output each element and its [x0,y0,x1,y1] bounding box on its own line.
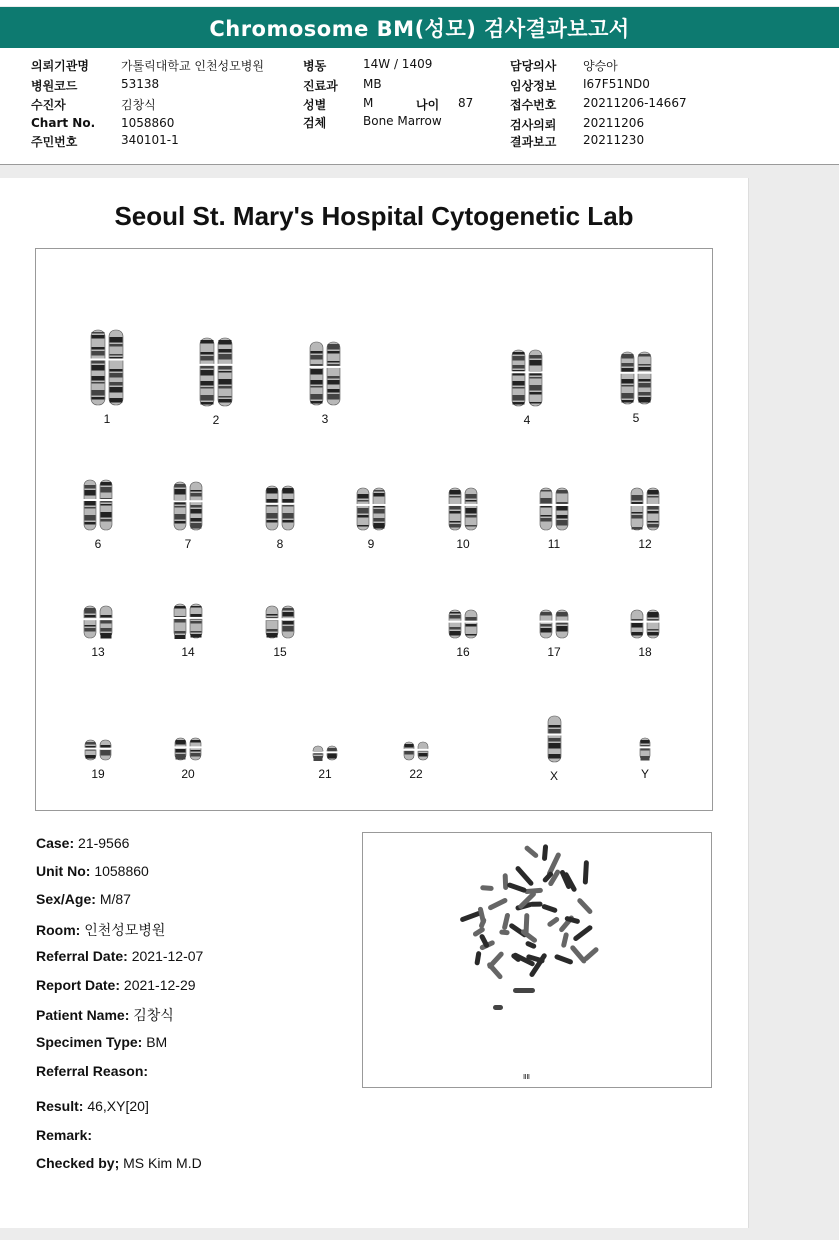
detail-sex-age [36,891,131,907]
chromosome-image [173,603,203,639]
metaphase-chromosome [507,882,528,893]
chromosome-image [448,609,478,639]
detail-label: Result: [36,1098,84,1114]
chromosome-image [630,609,660,639]
metaphase-chromosome [503,873,509,890]
chromosome-label: 2 [212,413,220,427]
metaphase-chromosome [480,885,494,891]
chromosome-image [448,487,478,531]
metaphase-chromosome [542,844,548,861]
chromosome-pair-20 [158,737,218,781]
metaphase-chromosome [493,1005,503,1010]
chromosome-label: 5 [632,411,640,425]
chromosome-pair-5 [606,351,666,425]
chromosome-label: 20 [181,767,195,781]
detail-label: Specimen Type: [36,1034,143,1050]
detail-patient-name [36,1005,174,1025]
chromosome-pair-22 [386,741,446,781]
chromosome-pair-18 [615,609,675,659]
report-title-bar [0,7,839,48]
detail-label: Referral Reason: [36,1063,149,1079]
chromosome-label: 15 [273,645,287,659]
metaphase-chromosome [502,912,511,930]
chromosome-image [403,741,429,761]
info-value: 87 [458,96,474,110]
metaphase-image [362,832,712,1088]
chromosome-pair-6 [68,479,128,551]
report-title: Chromosome BM(성모) 검사결과보고서 [209,16,630,41]
detail-label: Unit No: [36,863,91,879]
detail-label: Sex/Age: [36,891,96,907]
metaphase-chromosome [530,902,543,907]
detail-label: Referral Date: [36,948,128,964]
detail-value: 21-9566 [78,835,130,851]
info-patient [31,96,291,110]
chromosome-label: 4 [523,413,531,427]
chromosome-label: 6 [94,537,102,551]
info-value: 1058860 [121,116,175,130]
report-sheet [0,178,749,1228]
info-label: 검사의뢰 [510,118,557,132]
chromosome-pair-19 [68,739,128,781]
info-value: 20211230 [583,133,645,147]
metaphase-chromosome [513,988,535,993]
detail-label: Room: [36,922,81,938]
chromosome-label: 12 [638,537,652,551]
info-resident-no [31,133,291,147]
detail-result [36,1098,149,1114]
chromosome-pair-17 [524,609,584,659]
chromosome-label: 21 [318,767,332,781]
info-request-date [510,116,710,130]
info-hospital-code [31,77,291,91]
chromosome-pair-14 [158,603,218,659]
info-specimen [303,114,483,128]
chromosome-image [199,337,233,407]
metaphase-chromosome [554,954,574,965]
chromosome-image [173,481,203,531]
chromosome-image [90,329,124,406]
chromosome-image [84,739,112,761]
detail-room [36,920,165,940]
info-label: 성별 [303,98,327,112]
chromosome-label: 11 [547,537,561,551]
info-age [416,96,486,110]
metaphase-spread [363,833,711,1087]
chromosome-label: 19 [91,767,105,781]
chromosome-image [539,609,569,639]
info-value: 53138 [121,77,160,91]
detail-case [36,835,129,851]
info-label: 진료과 [303,79,338,93]
chromosome-image [356,487,386,531]
chromosome-label: 13 [91,645,105,659]
info-institution [31,57,291,71]
chromosome-label: 7 [184,537,192,551]
detail-label: Case: [36,835,75,851]
info-label: Chart No. [31,116,96,130]
chromosome-image [312,745,338,761]
info-label: 결과보고 [510,135,557,149]
detail-remark [36,1127,92,1143]
chromosome-label: 3 [321,412,329,426]
info-label: 수진자 [31,98,66,112]
chromosome-pair-8 [250,485,310,551]
info-value: 김창식 [121,98,156,112]
detail-report-date [36,977,196,993]
info-label: 병동 [303,59,327,73]
chromosome-pair-1 [77,329,137,426]
chromosome-label: 16 [456,645,470,659]
info-ward [303,57,483,71]
metaphase-chromosome [583,860,589,884]
chromosome-pair-2 [186,337,246,427]
info-label: 접수번호 [510,98,557,112]
info-value: 20211206 [583,116,645,130]
detail-value: BM [146,1034,168,1050]
chromosome-label: 14 [181,645,195,659]
chromosome-label: Y [640,767,649,781]
info-value: 양승아 [583,59,618,73]
chromosome-image [83,479,113,531]
info-value: I67F51ND0 [583,77,650,91]
metaphase-tag: ⅡⅡ [523,1073,530,1081]
metaphase-chromosome [572,924,593,942]
info-report-date [510,133,710,147]
chromosome-label: 10 [456,537,470,551]
detail-value: 1058860 [94,863,149,879]
chromosome-image [265,485,295,531]
karyogram [35,248,713,811]
detail-value: 2021-12-07 [131,948,204,964]
detail-label: Report Date: [36,977,121,993]
chromosome-image [174,737,202,761]
metaphase-chromosome [524,845,540,859]
detail-value: M/87 [99,891,131,907]
info-value: 14W / 1409 [363,57,433,71]
chromosome-image [83,605,113,639]
chromosome-pair-3 [295,341,355,426]
info-value: M [363,96,374,110]
chromosome-image [639,737,651,761]
info-label: 병원코드 [31,79,78,93]
detail-value: 김창식 [133,1007,174,1023]
info-label: 임상정보 [510,79,557,93]
metaphase-chromosome [546,916,560,928]
info-label: 주민번호 [31,135,78,149]
metaphase-chromosome [541,904,558,914]
metaphase-chromosome [474,951,481,966]
detail-label: Patient Name: [36,1007,130,1023]
chromosome-pair-10 [433,487,493,551]
chromosome-image [539,487,569,531]
info-label: 나이 [416,98,440,112]
info-doctor [510,57,710,71]
chromosome-image [265,605,295,639]
chromosome-pair-15 [250,605,310,659]
detail-value: 인천성모병원 [84,922,166,938]
chromosome-label: 1 [103,412,111,426]
chromosome-image [630,487,660,531]
chromosome-label: 18 [638,645,652,659]
info-department [303,77,483,91]
detail-label: Remark: [36,1127,93,1143]
patient-info-panel [0,48,839,165]
metaphase-chromosome [561,932,569,948]
info-value: 20211206-14667 [583,96,687,110]
metaphase-chromosome [487,897,508,911]
info-label: 검체 [303,116,327,130]
metaphase-chromosome [576,897,593,915]
detail-value: MS Kim M.D [123,1155,202,1171]
metaphase-chromosome [523,913,529,936]
lab-title: Seoul St. Mary's Hospital Cytogenetic Lab [114,201,634,231]
chromosome-pair-11 [524,487,584,551]
chromosome-image [309,341,341,406]
chromosome-pair-9 [341,487,401,551]
detail-label: Checked by; [36,1155,120,1171]
chromosome-pair-21 [295,745,355,781]
detail-value: 46,XY[20] [87,1098,149,1114]
chromosome-pair-7 [158,481,218,551]
chromosome-pair-13 [68,605,128,659]
detail-specimen-type [36,1034,167,1050]
chromosome-pair-12 [615,487,675,551]
info-value: 340101-1 [121,133,179,147]
chromosome-label: 17 [547,645,561,659]
chromosome-label: 22 [409,767,423,781]
info-clinical [510,77,710,91]
detail-value: 2021-12-29 [123,977,196,993]
info-value: Bone Marrow [363,114,442,128]
info-label: 의뢰기관명 [31,59,89,73]
metaphase-chromosome [514,865,534,887]
detail-checked-by [36,1155,202,1171]
chromosome-image [547,715,562,763]
chromosome-label: 8 [276,537,284,551]
info-receipt-no [510,96,710,110]
chromosome-image [620,351,652,405]
detail-unit-no [36,863,149,879]
chromosome-pair-x [524,715,584,783]
info-chart-no [31,116,291,130]
detail-referral-reason [36,1063,148,1079]
chromosome-pair-16 [433,609,493,659]
metaphase-chromosome [499,929,510,935]
chromosome-label: 9 [367,537,375,551]
detail-referral-date [36,948,203,964]
info-value: MB [363,77,382,91]
chromosome-pair-y [615,737,675,781]
info-value: 가톨릭대학교 인천성모병원 [121,59,264,73]
chromosome-label: X [549,769,558,783]
chromosome-pair-4 [497,349,557,427]
chromosome-image [511,349,543,407]
info-label: 담당의사 [510,59,557,73]
top-strip [0,0,839,6]
